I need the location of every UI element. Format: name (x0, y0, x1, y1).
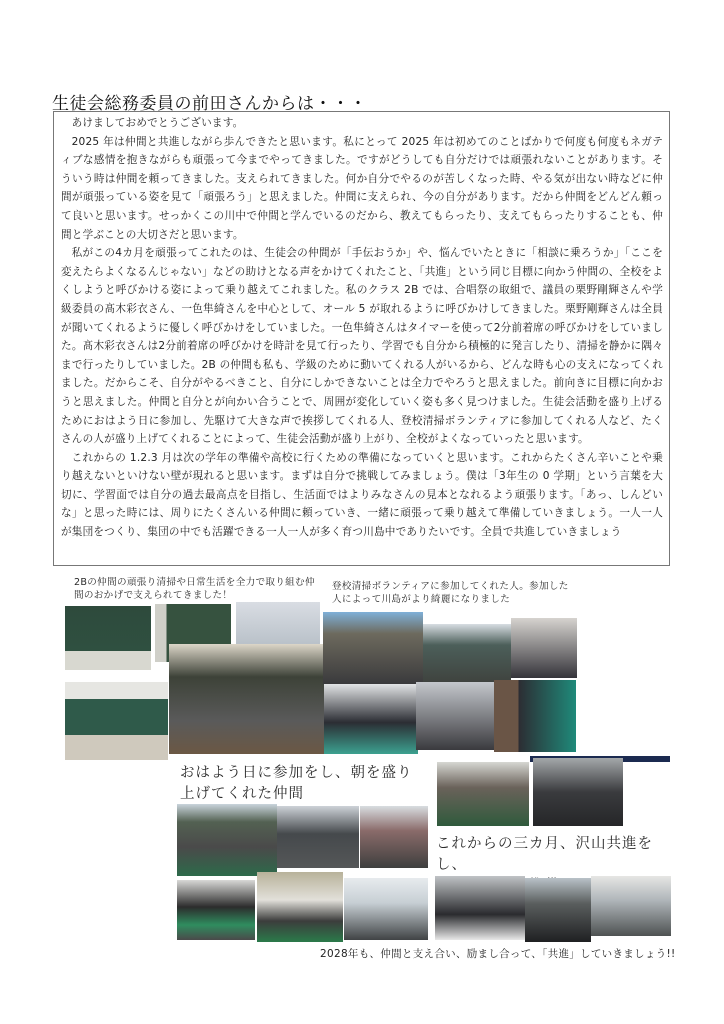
photo-cleaning-wall (236, 602, 320, 646)
photo-morning-line (360, 806, 428, 868)
photo-class-group (169, 644, 324, 754)
paragraph-future: これからの 1.2.3 月は次の学年の準備や高校に行くための準備になっていくと思います。これからたくさん辛いことや乗り越えないといけない壁が現れると思います。まずは自分で挑戦してみましょう。僕は「3年生の 0 学期」という言葉を大切に、学習面では自分の過去最高点を目指し、生活面ではよりみなさんの見本となれるよう頑張ります。「あっ、しんどいな」と思った時には、周りにたくさんいる仲間に頼っていき、一緒に頑張って乗り越えて準備していきましょう。一人一人が集団をつくり、集団の中でも活躍できる一人一人が多く育つ川島中でありたいです。全員で共進していきましょう (61, 451, 663, 539)
photo-student-blackboard (65, 606, 151, 670)
message-box (53, 111, 670, 566)
caption-future-line1: これからの三カ月、沢山共進をし、 (436, 836, 653, 873)
photo-blackboard-messages (65, 682, 168, 760)
photo-collage (60, 572, 680, 972)
photo-volunteer-road (416, 682, 496, 750)
photo-school-front (177, 880, 255, 940)
photo-volunteer-street (323, 612, 423, 684)
photo-school-yard (591, 876, 671, 936)
greeting-paragraph: あけましておめでとうございます。 (71, 117, 244, 129)
photo-volunteer-fence (324, 684, 418, 754)
photo-student-trash (435, 876, 525, 940)
photo-morning-road (277, 806, 359, 868)
paragraph-four-months: 私がこの4カ月を頑張ってこれたのは、生徒会の仲間が「手伝おうか」や、悩んでいたときに「相談に乗ろうか」「ここを変えたらよくなるんじゃない」などの助けとなる声をかけてくれたこと、「共進」という同じ目標に向かう仲間の、全校をよくしようと呼びかける姿によって乗り越えてこれました。私のクラス 2B では、合唱祭の取組で、議員の栗野剛輝さんや学級委員の髙木彩衣さん、一色隼綺さんを中心として、オール 5 が取れるように呼びかけしてきました。栗野剛輝さんは全員が聞いてくれるように優しく呼びかけをしていました。一色隼綺さんはタイマーを使って2分前着席の呼びかけをしていました。髙木彩衣さんは2分前着席の呼びかけを時計を見て行ったり、学習でも自分から積極的に発言したり、清掃を静かに隅々まで行ったりしていました。2B の仲間も私も、学級のために動いてくれる人がいるから、どんな時も心の支えになってくれました。だからこそ、自分がやるべきこと、自分にしかできないことは全力でやろうと思えました。前向きに目標に向かおうと思えました。仲間と自分とが向かい合うことで、周囲が変化していく姿も多く見つけました。生徒会活動を盛り上げるためにおはよう日に参加し、先駆けて大きな声で挨拶してくれる人、登校清掃ボランティアに参加してくれる人など、たくさんの人が盛り上げてくれることによって、生徒会活動が盛り上がり、全校がよくなっていったと思います。 (61, 247, 663, 446)
caption-morning-line1: おはよう日に参加をし、朝を盛り (180, 765, 413, 781)
caption-morning-greeting (174, 760, 436, 808)
photo-morning-gate (177, 804, 277, 876)
photo-students-field (525, 878, 591, 942)
photo-students-crosswalk (257, 872, 343, 942)
footer-message: 2028年も、仲間と支え合い、励まし合って、「共進」していきましょう!! (320, 948, 676, 960)
photo-volunteer-door (494, 680, 576, 752)
photo-students-bags (533, 758, 623, 826)
photo-children-line (437, 762, 529, 826)
caption-morning-line2: 上げてくれた仲間 (180, 786, 304, 802)
caption-class-2b: 2Bの仲間の頑張り清掃や日常生活を全力で取り組む仲間のおかげで支えられてきました！ (74, 577, 315, 601)
paragraph-2025: 2025 年は仲間と共進しながら歩んできたと思います。私にとって 2025 年は初めてのことばかりで何度も何度もネガティブな感情を抱きながらも頑張って今までやってきました。ですがどうしても自分だけでは頑張れないことがあります。そういう時は仲間を頼ってきました。支えられてきました。何か自分でやるのが苦しくなった時、やる気が出ない時などに仲間が頑張っている姿を見て「頑張ろう」と思えました。仲間に支えられ、今の自分があります。だから仲間をどんどん頼って良いと思います。せっかくこの川中で仲間と学んでいるのだから、教えてもらったり、支えてもらったりすることも、仲間と学ぶことの大切さだと思います。 (61, 135, 663, 241)
photo-volunteer-bags (511, 618, 577, 678)
photo-school-building (344, 878, 428, 940)
caption-volunteer: 登校清掃ボランティアに参加してくれた人。参加した人によって川島がより綺麗になりました (332, 581, 569, 605)
page-title: 生徒会総務委員の前田さんからは・・・ (52, 94, 367, 114)
